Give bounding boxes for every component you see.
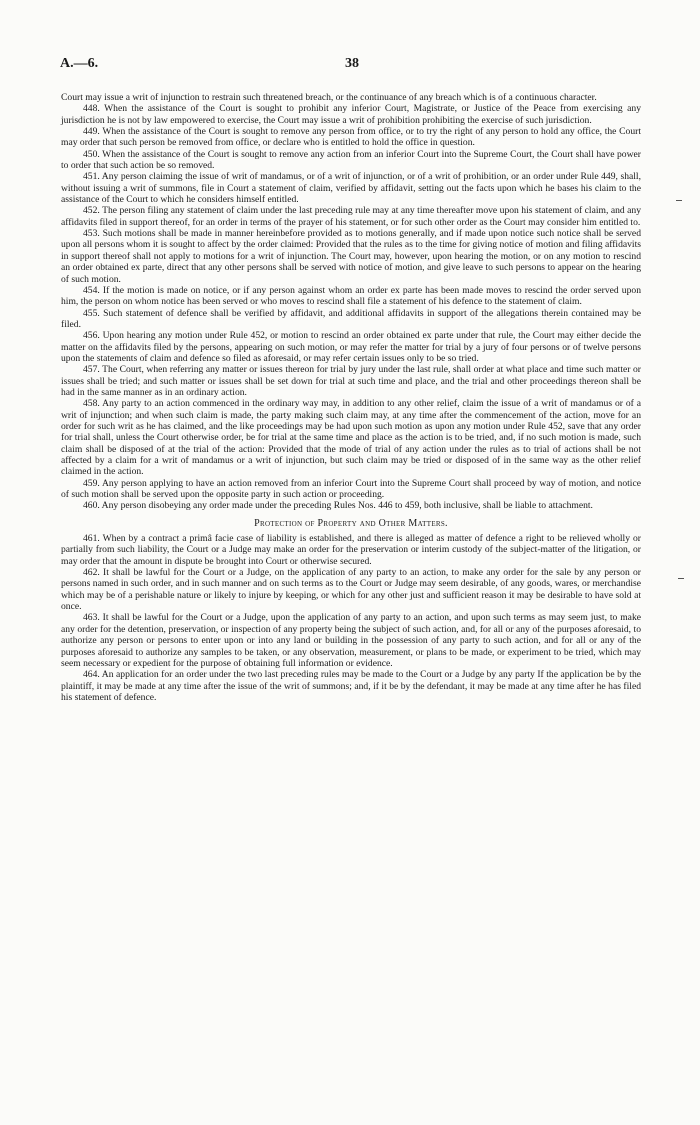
rule-paragraph: 452. The person filing any statement of claim under the last preceding rule may at any time thereafter move upon his statement of claim, and any affidavits filed in support thereof, for an order in terms of the prayer of his statement, or for such other order as the Court may consider him entitled to. <box>61 205 641 228</box>
rule-paragraph: 457. The Court, when referring any matter or issues thereon for trial by jury under the last rule, shall order at what place and time such matter or issues shall be tried; and such matter or issues shall be set down for trial at such time and place, and the trial and other proceedings thereon shall be had in the same manner as in an ordinary action. <box>61 364 641 398</box>
document-body <box>61 92 641 703</box>
rule-paragraph: 448. When the assistance of the Court is sought to prohibit any inferior Court, Magistrate, or Justice of the Peace from exercising any jurisdiction he is not by law empowered to exercise, the Court may issue a writ of prohibition prohibiting the exercise of such jurisdiction. <box>61 103 641 126</box>
rule-paragraph: 456. Upon hearing any motion under Rule 452, or motion to rescind an order obtained ex parte under that rule, the Court may either decide the matter on the affidavits filed by the persons, appearing on such motion, or may refer the matter for trial by a jury of four persons or of twelve persons upon the statements of claim and defence so filed as aforesaid, or may refer certain issues only to be so tried. <box>61 330 641 364</box>
rule-paragraph: 450. When the assistance of the Court is sought to remove any action from an inferior Court into the Supreme Court, the Court shall have power to order that such action be so removed. <box>61 148 641 172</box>
rule-paragraph: 462. It shall be lawful for the Court or a Judge, on the application of any party to an action, to make any order for the sale by any person or persons named in such order, and in such manner and on such terms as to the Court or Judge may seem desirable, of any goods, wares, or merchandise which may be of a perishable nature or likely to injure by keeping, or which for any other just and sufficient reason it may be desirable to have sold at once. <box>61 567 641 613</box>
page-header <box>60 56 644 76</box>
rule-paragraph: 464. An application for an order under the two last preceding rules may be made to the Court or a Judge by any party If the application be by the plaintiff, it may be made at any time after the issue of the writ of summons; and, if it be by the defendant, it may be made at any time after he has filed his statement of defence. <box>61 669 641 703</box>
rule-paragraph: 455. Such statement of defence shall be verified by affidavit, and additional affidavits in support of the allegations therein contained may be filed. <box>61 307 641 330</box>
rule-paragraph: 449. When the assistance of the Court is sought to remove any person from office, or to try the right of any person to hold any office, the Court may order that such person be removed from office, or declare who is entitled to hold the office in question. <box>61 126 641 149</box>
rule-paragraph: 458. Any party to an action commenced in the ordinary way may, in addition to any other relief, claim the issue of a writ of mandamus or of a writ of injunction; and when such claim is made, the party making such claim may, at any time after the commencement of the action, move for an order for such writ as he has claimed, and the like proceedings may be had upon such motion as upon any motion under Rule 452, save that any order for trial shall, unless the Court otherwise order, be for trial at the same time and place as the action is to be tried, and, if no such motion is made, such claim shall be disposed of at the trial of the action: Provided that the mode of trial of any action under the rules as to trial of actions shall be not affected by a claim for a writ of mandamus or a writ of injunction, but such claim may be tried or disposed of in the same way as the other relief claimed in the action. <box>61 398 641 478</box>
rule-paragraph: Court may issue a writ of injunction to restrain such threatened breach, or the continuance of any breach which is of a continuous character. <box>61 92 597 103</box>
section-heading: Protection of Property and Other Matters. <box>254 517 448 529</box>
rule-paragraph: 459. Any person applying to have an action removed from an inferior Court into the Supreme Court shall proceed by way of motion, and notice of such motion shall be served upon the opposite party in such action or proceeding. <box>61 477 641 501</box>
page-number: 38 <box>345 56 359 71</box>
rule-paragraph: 453. Such motions shall be made in manner hereinbefore provided as to motions generally, and if made upon notice such notice shall be served upon all persons whom it is sought to affect by the order claimed: Provided that the rules as to the time for giving notice of motion and filing affidavits in support thereof shall not apply to motions for a writ of injunction. The Court may, however, upon hearing the motion, or on any motion to rescind an order obtained ex parte, direct that any other persons shall be served with notice of motion, and give leave to such persons to appear on the hearing of such motion. <box>61 228 641 285</box>
margin-mark <box>678 578 684 579</box>
margin-mark <box>676 200 682 201</box>
document-reference: A.—6. <box>60 56 99 71</box>
rule-paragraph: 461. When by a contract a primâ facie case of liability is established, and there is alleged as matter of defence a right to be relieved wholly or partially from such liability, the Court or a Judge may make an order for the preservation or interim custody of the subject-matter of the litigation, or may order that the amount in dispute be brought into Court or otherwise secured. <box>61 533 641 567</box>
rule-paragraph: 460. Any person disobeying any order made under the preceding Rules Nos. 446 to 459, both inclusive, shall be liable to attachment. <box>83 500 593 512</box>
rule-paragraph: 463. It shall be lawful for the Court or a Judge, upon the application of any party to an action, and upon such terms as may seem just, to make any order for the detention, preservation, or inspection of any property being the subject of such action, and, for all or any of the purposes aforesaid, to authorize any person or persons to enter upon or into any land or building in the possession of any party to such action, and for all or any of the purposes aforesaid to authorize any samples to be taken, or any observation, measurement, or plans to be made, or experiment to be tried, which may seem necessary or expedient for the purpose of obtaining full information or evidence. <box>61 612 641 669</box>
rule-paragraph: 454. If the motion is made on notice, or if any person against whom an order ex parte has been made moves to rescind the order served upon him, the person on whom notice has been served or who moves to rescind shall file a statement of his defence to the statement of claim. <box>61 284 641 308</box>
rule-paragraph: 451. Any person claiming the issue of writ of mandamus, or of a writ of injunction, or of a writ of prohibition, or an order under Rule 449, shall, without issuing a writ of summons, file in Court a statement of claim, verified by affidavit, setting out the facts upon which he bases his claim to the assistance of the Court to which he considers himself entitled. <box>61 171 641 206</box>
